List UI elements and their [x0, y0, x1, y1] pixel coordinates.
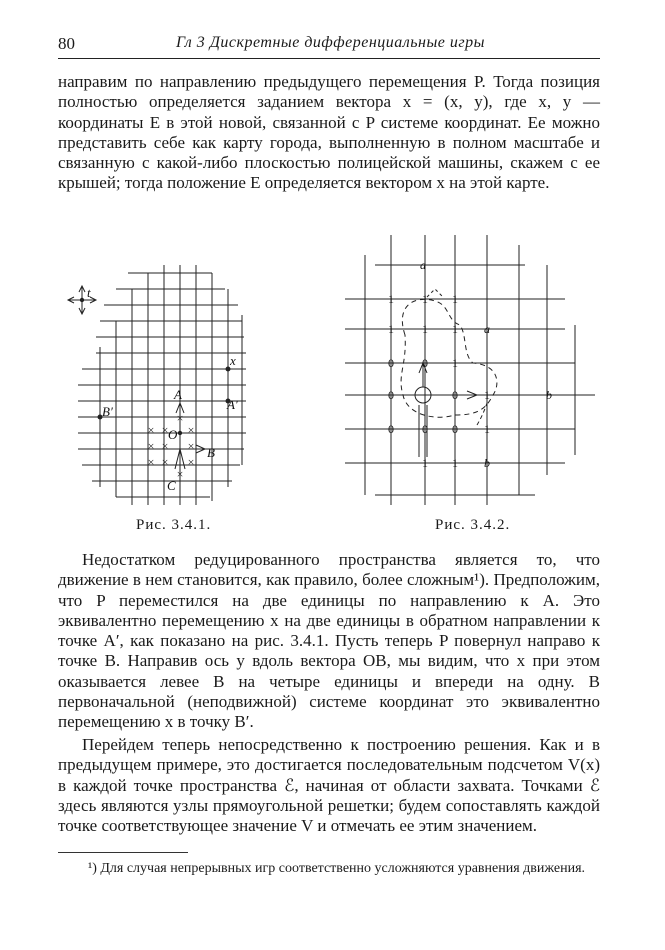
svg-text:×: × — [161, 423, 169, 437]
svg-text:×: × — [187, 423, 195, 437]
page-header — [58, 34, 600, 59]
value-1: 1 — [452, 356, 458, 370]
label-b-prime: B′ — [102, 404, 113, 419]
figure-3-4-2 — [335, 225, 605, 515]
value-0: 0 — [452, 388, 458, 402]
label-a-prime: A′ — [227, 397, 238, 412]
svg-text:×: × — [176, 467, 184, 481]
value-0: 0 — [388, 422, 394, 436]
paragraph-1: направим по направлению предыдущего перемещения P. Тогда позиция полностью определяется заданием вектора x = (x, y), где x, y — координаты E в этой новой, связанной с P системе координат. Ее можно представить себе как карту города, выполненную в полном масштабе и связанную с какой-либо плоскостью полицейской машины, скажем с ее крышей; тогда положение E определяется вектором x на этой карте. — [58, 72, 600, 193]
label-o: O — [168, 427, 178, 442]
value-0: 0 — [422, 422, 428, 436]
figure-3-4-1-caption: Рис. 3.4.1. — [136, 517, 212, 533]
value-1: 1 — [422, 456, 428, 470]
label-c: C — [167, 478, 176, 493]
page-number: 80 — [58, 34, 75, 53]
svg-text:×: × — [187, 439, 195, 453]
value-1: 1 — [452, 322, 458, 336]
value-1: 1 — [388, 322, 394, 336]
svg-text:×: × — [176, 411, 184, 425]
label-x: x — [230, 353, 236, 368]
svg-text:×: × — [147, 455, 155, 469]
value-1: 1 — [452, 292, 458, 306]
value-1: 1 — [422, 322, 428, 336]
svg-text:×: × — [161, 455, 169, 469]
value-1: 1 — [422, 292, 428, 306]
footnote: ¹) Для случая непрерывных игр соответственно усложняются уравнения движения. — [88, 861, 586, 876]
figure-3-4-2-drawing — [335, 225, 605, 515]
label-a-top: a — [420, 258, 426, 272]
paragraph-3: Перейдем теперь непосредственно к построению решения. Как и в предыдущем примере, это достигается последовательным подсчетом V(x) в каждой точке пространства ℰ, начиная от области захвата. Точками ℰ здесь являются узлы прямоугольной решетки; будем сопоставлять каждой точке соответствующее значение V и отмечать ее этим значением. — [58, 735, 600, 836]
value-0: 0 — [388, 388, 394, 402]
value-0: 0 — [452, 422, 458, 436]
label-b-right: b — [546, 388, 552, 402]
footnote-rule — [58, 852, 188, 853]
running-head: Гл 3 Дискретные дифференциальные игры — [176, 34, 485, 51]
figure-3-4-1-drawing — [60, 235, 270, 510]
label-b-bottom: b — [484, 456, 490, 470]
value-1: 1 — [388, 292, 394, 306]
value-0: 0 — [388, 356, 394, 370]
figure-3-4-2-caption: Рис. 3.4.2. — [435, 517, 511, 533]
svg-text:×: × — [161, 439, 169, 453]
label-a-mid: a — [484, 322, 490, 336]
value-1: 1 — [452, 456, 458, 470]
paragraph-2: Недостатком редуцированного пространства является то, что движение в нем становится, как правило, более сложным¹). Предположим, что P переместился на две единицы по направлению к A. Это эквивалентно перемещению x на две единицы в обратном направлении к точке A′, как показано на рис. 3.4.1. Пусть теперь P повернул направо к точке B. Направив ось y вдоль вектора OB, мы видим, что x при этом оказывается левее B на четыре единицы и впереди на одну. В первоначальной (неподвижной) системе координат это эквивалентно перемещению x в точку B′. — [58, 550, 600, 732]
figure-3-4-1 — [60, 235, 270, 510]
label-a: A — [174, 387, 182, 402]
svg-text:×: × — [147, 423, 155, 437]
label-t: t — [87, 285, 91, 300]
value-0: 0 — [422, 356, 428, 370]
svg-text:×: × — [147, 439, 155, 453]
value-1: 1 — [484, 422, 490, 436]
value-1: 1 — [484, 388, 490, 402]
svg-text:×: × — [187, 455, 195, 469]
label-b: B — [207, 445, 215, 460]
